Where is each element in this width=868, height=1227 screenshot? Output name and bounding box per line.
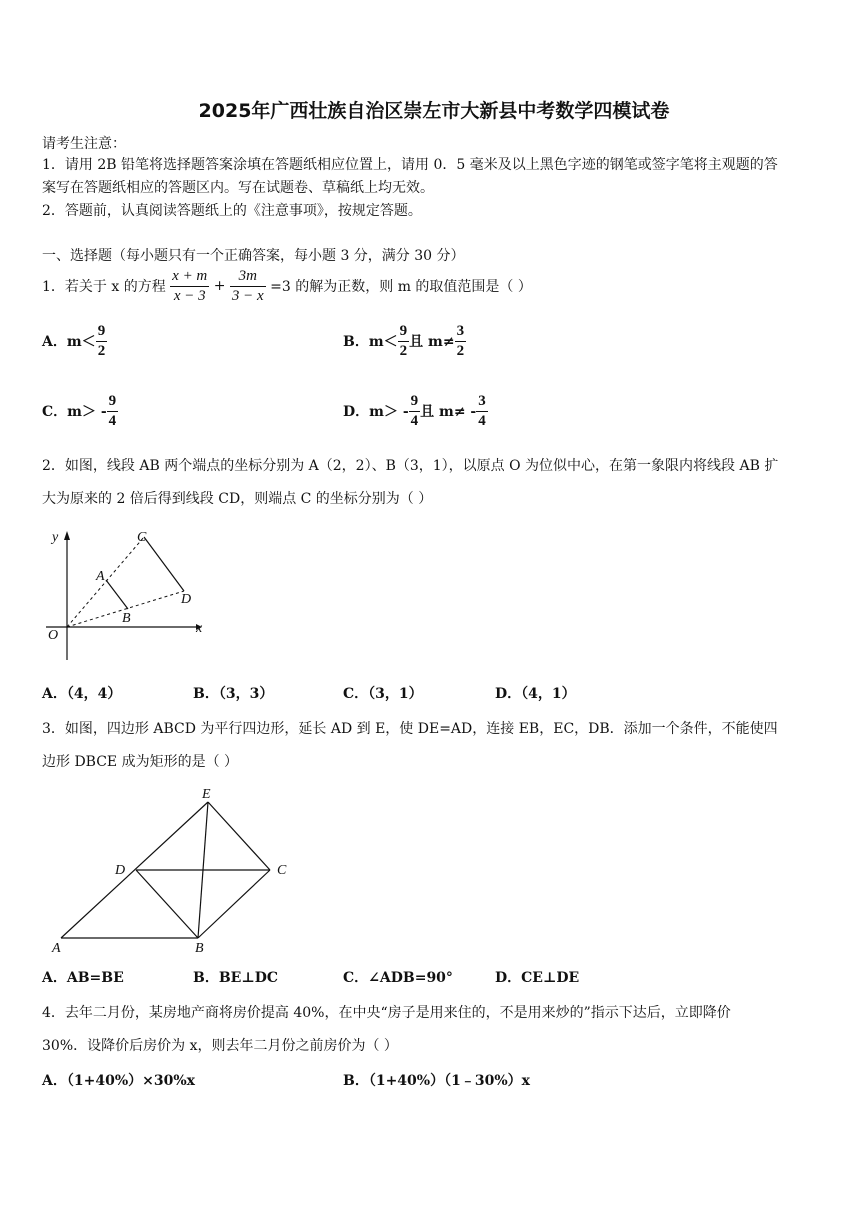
fraction: $\frac{9}{2}$ [97, 323, 106, 359]
fraction-1: $\frac{x + m}{x - 3}$ [172, 268, 208, 304]
line-bc [198, 870, 270, 938]
notice-line-3: 2．答题前，认真阅读答题纸上的《注意事项》，按规定答题。 [42, 203, 422, 219]
label-x: x [196, 621, 203, 636]
fraction: $\frac{3}{4}$ [478, 393, 486, 429]
label-d: D [181, 592, 192, 607]
q2-option-c: C．（3，1） [343, 686, 423, 702]
q3-option-a: A．AB=BE [42, 970, 124, 986]
question-3-line-2: 边形 DBCE 成为矩形的是（ ） [42, 754, 239, 770]
question-2-line-1: 2．如图，线段 AB 两个端点的坐标分别为 A（2，2）、B（3，1），以原点 O 为位似中心，在第一象限内将线段 AB 扩 [42, 458, 779, 474]
question-1-suffix: =3 的解为正数，则 m 的取值范围是（ ） [270, 279, 532, 296]
q4-option-b: B．（1+40%）（1﹣30%）x [343, 1073, 530, 1089]
segment-ab [106, 580, 128, 609]
q2-option-b: B．（3，3） [193, 686, 274, 702]
label-b: B [195, 941, 204, 956]
notice-heading: 请考生注意： [42, 136, 126, 152]
question-4-line-2: 30%．设降价后房价为 x，则去年二月份之前房价为（ ） [42, 1038, 398, 1054]
label-d: D [115, 863, 126, 878]
section-heading: 一、选择题（每小题只有一个正确答案，每小题 3 分，满分 30 分） [42, 248, 465, 264]
label-c: C [137, 530, 147, 545]
q1-option-b: B．m＜ $\frac{9}{2}$ 且 m≠ $\frac{3}{2}$ [343, 323, 465, 359]
notice-line-2: 案写在答题纸相应的答题区内。写在试题卷、草稿纸上均无效。 [42, 180, 434, 196]
page-title: 2025年广西壮族自治区崇左市大新县中考数学四模试卷 [198, 100, 670, 122]
label-y: y [52, 530, 59, 545]
q4-option-a: A．（1+40%）×30%x [42, 1073, 195, 1089]
fraction: $\frac{3}{2}$ [456, 323, 465, 359]
line-db [136, 870, 198, 938]
q3-option-c: C．∠ADB=90° [343, 970, 453, 986]
parallelogram-figure [45, 782, 300, 957]
label-a: A [52, 941, 61, 956]
label-o: O [48, 628, 59, 643]
q1-option-d: D．m＞ - $\frac{9}{4}$ 且 m≠ - $\frac{3}{4}$ [343, 393, 486, 429]
question-2-line-2: 大为原来的 2 倍后得到线段 CD，则端点 C 的坐标分别为（ ） [42, 491, 433, 507]
label-a: A [96, 569, 105, 584]
q2-option-d: D．（4，1） [495, 686, 576, 702]
q3-option-b: B．BE⊥DC [193, 970, 279, 986]
segment-cd [144, 537, 184, 591]
question-1-stem [42, 267, 532, 306]
label-b: B [122, 611, 131, 626]
fraction: $\frac{9}{4}$ [108, 393, 117, 429]
fraction: $\frac{9}{2}$ [399, 323, 408, 359]
fraction: $\frac{9}{4}$ [410, 393, 419, 429]
label-c: C [277, 863, 287, 878]
q3-option-d: D．CE⊥DE [495, 970, 580, 986]
question-4-line-1: 4．去年二月份，某房地产商将房价提高 40%，在中央“房子是用来住的，不是用来炒的”指示下达后，立即降价 [42, 1005, 731, 1021]
notice-line-1: 1．请用 2B 铅笔将选择题答案涂填在答题纸相应位置上，请用 0．5 毫米及以上黑色字迹的钢笔或签字笔将主观题的答 [42, 157, 778, 173]
plus-sign: + [213, 278, 226, 295]
q1-option-c: C．m＞ - $\frac{9}{4}$ [42, 393, 117, 429]
coordinate-figure [38, 525, 218, 665]
fraction-2: $\frac{3m}{3 - x}$ [231, 268, 264, 304]
question-1-prefix: 1．若关于 x 的方程 [42, 279, 166, 296]
q1-option-a: A．m＜ $\frac{9}{2}$ [42, 323, 106, 359]
q2-option-a: A．（4，4） [42, 686, 122, 702]
y-arrow [64, 531, 70, 540]
question-3-line-1: 3．如图，四边形 ABCD 为平行四边形，延长 AD 到 E，使 DE=AD，连接 EB，EC，DB．添加一个条件，不能使四 [42, 721, 778, 737]
dashed-oc [67, 537, 144, 627]
line-ec [208, 802, 270, 870]
label-e: E [202, 787, 211, 802]
